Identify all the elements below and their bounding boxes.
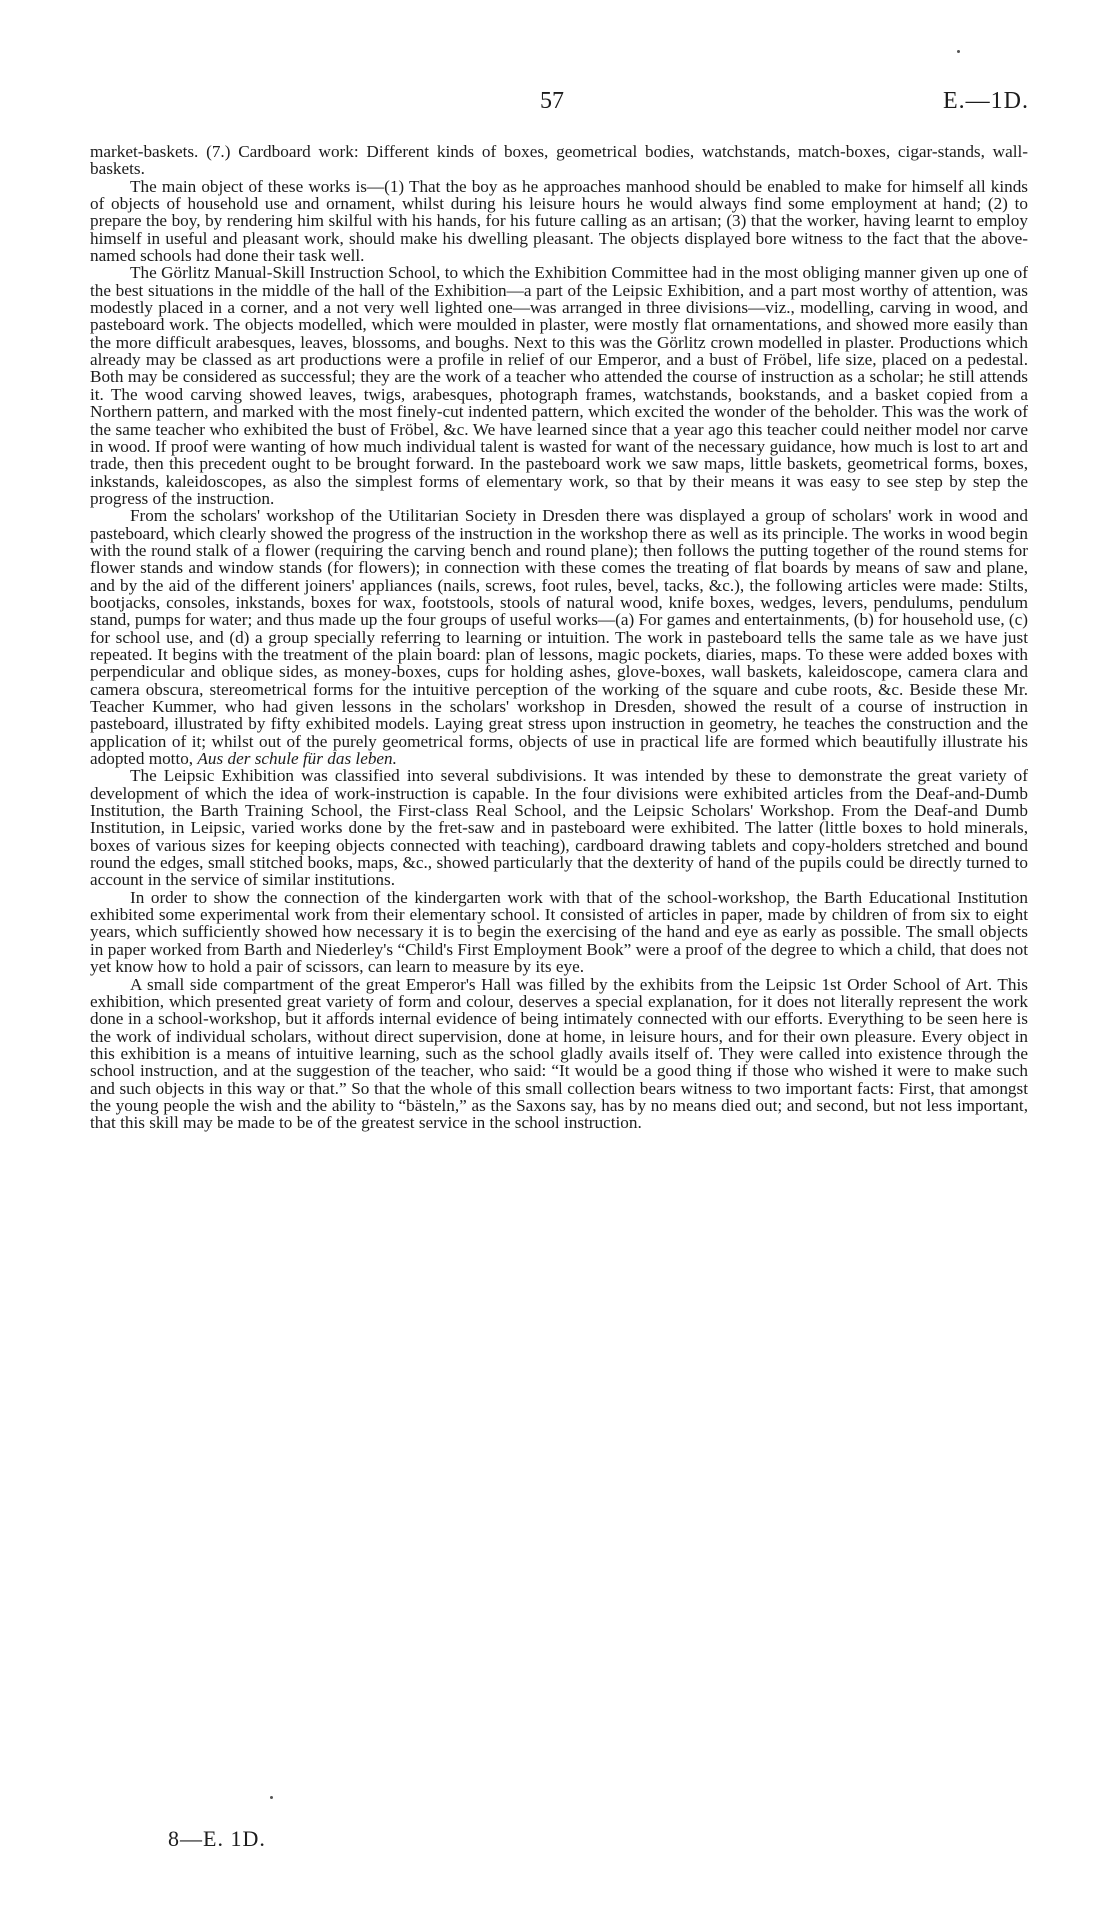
dresden-text: From the scholars' workshop of the Utilitarian Society in Dresden there was displayed a group of scholars' work in wood and pasteboard, which clearly showed the progress of the instruction in the workshop there as well as its principle. The works in wood begin with the round stalk of a flower (requiring the carving bench and round plane); then follows the putting together of the round stems for flower stands and window stands (for flowers); in connection with these comes the treating of flat boards by means of saw and plane, and by the aid of the different joiners' appliances (nails, screws, foot rules, bevel, tacks, &c.), the following articles were made: Stilts, bootjacks, consoles, inkstands, boxes for wax, footstools, stools of natural wood, knife boxes, wedges, levers, pendulums, pendulum stand, pumps for water; and thus made up the four groups of useful works—(a) For games and entertainments, (b) for household use, (c) for school use, and (d) a group specially referring to learning or intuition. The work in pasteboard tells the same tale as we have just repeated. It begins with the treatment of the plain board: plan of lessons, magic pockets, diaries, maps. To these were added boxes with perpendicular and oblique sides, as money-boxes, cups for holding ashes, glove-boxes, wall baskets, kaleidoscope, camera clara and camera obscura, stereometrical forms for the intuitive perception of the working of the square and cube roots, &c. Beside these Mr. Teacher Kummer, who had given lessons in the scholars' workshop in Dresden, showed the result of a course of instruction in pasteboard, illustrated by fifty exhibited models. Laying great stress upon instruction in geometry, he teaches the construction and the application of it; whilst out of the purely geometrical forms, objects of use in practical life are formed which beautifully illustrate his adopted motto, — [90, 506, 1028, 769]
page-number: 57 — [540, 88, 564, 114]
paragraph-barth-institution: In order to show the connection of the kindergarten work with that of the school-workshop, the Barth Educational Institution exhibited some experimental work from their elementary school. It consisted of articles in paper, made by children of from six to eight years, which sufficiently showed how necessary it is to begin the exercising of the hand and eye as early as possible. The small objects in paper worked from Barth and Niederley's “Child's First Employment Book” were a proof of the degree to which a child, that does not yet know how to hold a pair of scissors, can learn to measure by its eye. — [90, 887, 1028, 977]
series-reference: E.—1D. — [943, 88, 1029, 114]
paragraph-leipsic-exhibition: The Leipsic Exhibition was classified into several subdivisions. It was intended by these to demonstrate the great variety of development of which the idea of work-instruction is capable. In the four divisions were exhibited articles from the Deaf-and-Dumb Institution, the Barth Training School, the First-class Real School, and the Leipsic Scholars' Workshop. From the Deaf-and Dumb Institution, in Leipsic, varied works done by the fret-saw and in pasteboard were exhibited. The latter (little boxes to hold minerals, boxes of various sizes for keeping objects connected with teaching), cardboard drawing tablets and copy-holders stretched and bound round the edges, small stitched books, maps, &c., showed particularly that the dexterity of hand of the pupils could be directly turned to account in the service of similar institutions. — [90, 766, 1028, 890]
motto: Aus der schule für das leben. — [197, 749, 397, 769]
printer-signature: 8—E. 1D. — [168, 1826, 266, 1851]
print-speck — [957, 50, 960, 53]
page-header — [0, 88, 1114, 128]
print-speck — [270, 1796, 273, 1799]
paragraph-gorlitz-school: The Görlitz Manual-Skill Instruction School, to which the Exhibition Committee had in the most obliging manner given up one of the best situations in the middle of the hall of the Exhibition—a part of the Leipsic Exhibition, and a part most worthy of attention, was modestly placed in a corner, and a not very well lighted one—was arranged in three divisions—viz., modelling, carving in wood, and pasteboard work. The objects modelled, which were moulded in plaster, were mostly flat ornamentations, and showed more easily than the more difficult arabesques, leaves, blossoms, and boughs. Next to this was the Görlitz crown modelled in plaster. Productions which already may be classed as art productions were a profile in relief of our Emperor, and a bust of Fröbel, life size, placed on a pedestal. Both may be considered as successful; they are the work of a teacher who attended the course of instruction as a scholar; he still attends it. The wood carving showed leaves, twigs, arabesques, photograph frames, watchstands, bookstands, and a basket copied from a Northern pattern, and marked with the most finely-cut indented pattern, which excited the wonder of the beholder. This was the work of the same teacher who exhibited the bust of Fröbel, &c. We have learned since that a year ago this teacher could neither model nor carve in wood. If proof were wanting of how much individual talent is wasted for want of the necessary guidance, how much is lost to art and trade, then this precedent ought to be brought forward. In the pasteboard work we saw maps, little baskets, geometrical forms, boxes, inkstands, kaleidoscopes, as also the simplest forms of elementary work, so that by their means it was easy to see step by step the progress of the instruction. — [90, 263, 1028, 508]
article-body — [90, 143, 1028, 1132]
paragraph-dresden-workshop — [90, 507, 1028, 767]
paragraph-continuation: market-baskets. (7.) Cardboard work: Different kinds of boxes, geometrical bodies, watchstands, match-boxes, cigar-stands, wall-baskets. — [90, 142, 1028, 179]
paragraph-school-of-art: A small side compartment of the great Emperor's Hall was filled by the exhibits from the Leipsic 1st Order School of Art. This exhibition, which presented great variety of form and colour, deserves a special explanation, for it does not literally represent the work done in a school-workshop, but it affords internal evidence of being intimately connected with our efforts. Everything to be seen here is the work of individual scholars, without direct supervision, done at home, in leisure hours, and for their own pleasure. Every object in this exhibition is a means of intuitive learning, such as the school gladly avails itself of. They were called into existence through the school instruction, and at the suggestion of the teacher, who said: “It would be a good thing if those who wished it were to make such and such objects in this way or that.” So that the whole of this small collection bears witness to two important facts: First, that amongst the young people the wish and the ability to “bästeln,” as the Saxons say, has by no means died out; and second, but not less important, that this skill may be made to be of the greatest service in the school instruction. — [90, 974, 1028, 1133]
paragraph-main-object: The main object of these works is—(1) That the boy as he approaches manhood should be enabled to make for himself all kinds of objects of household use and ornament, whilst during his leisure hours he would always find some employment at hand; (2) to prepare the boy, by rendering him skilful with his hands, for his future calling as an artisan; (3) that the worker, having learnt to employ himself in useful and pleasant work, should make his dwelling pleasant. The objects displayed bore witness to the fact that the above-named schools had done their task well. — [90, 176, 1028, 266]
